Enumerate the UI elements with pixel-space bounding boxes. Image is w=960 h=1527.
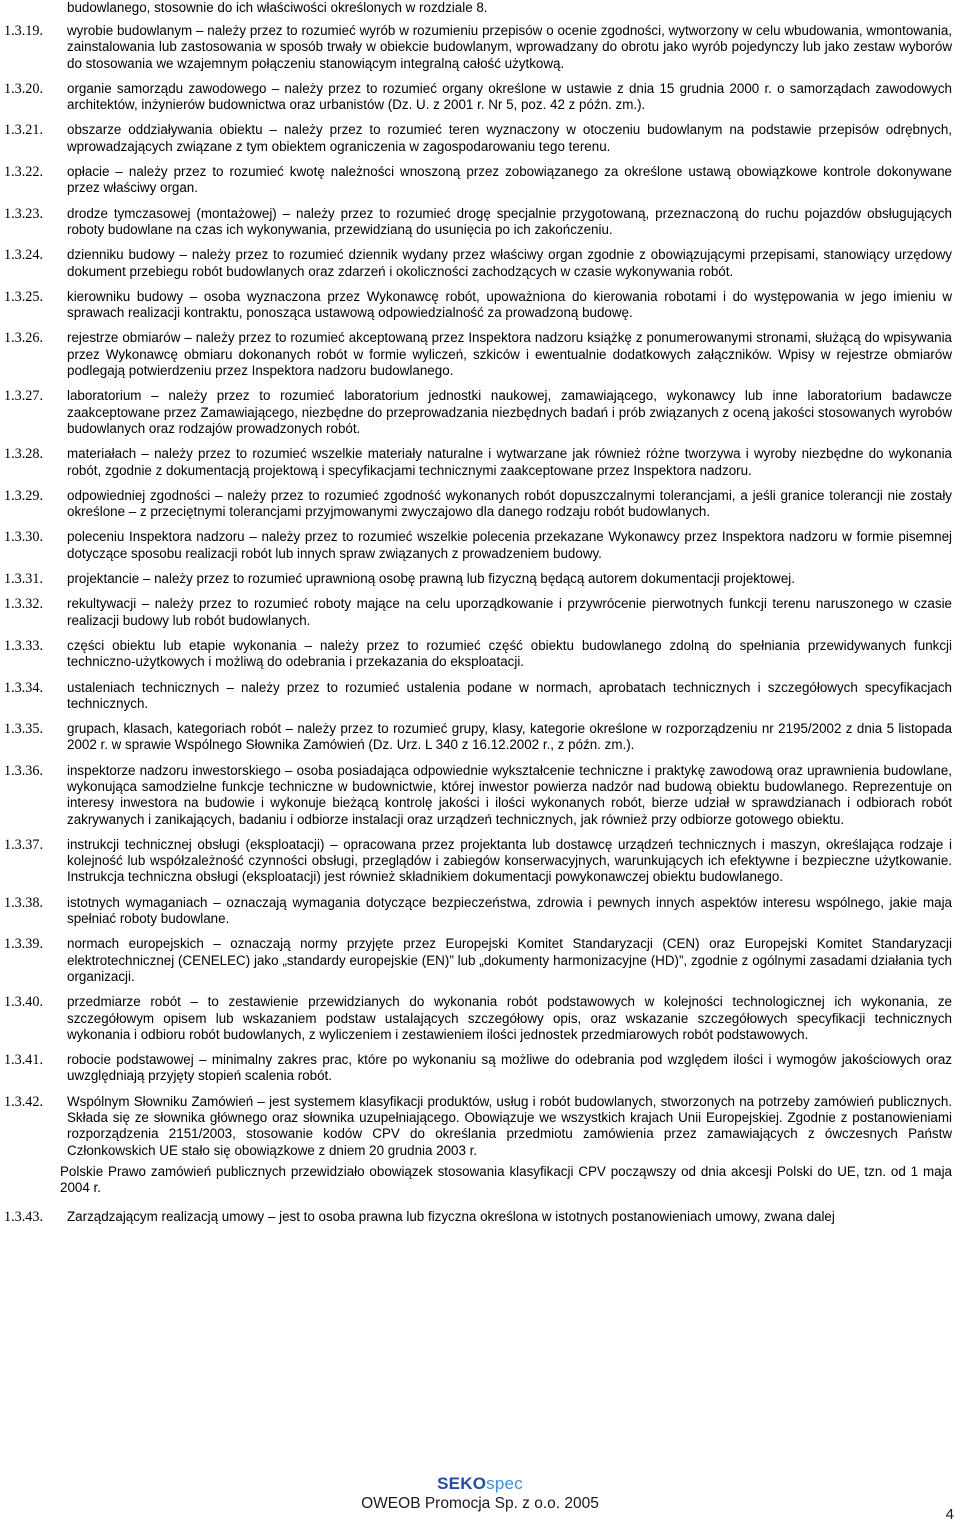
definition-number: 1.3.23.	[4, 205, 44, 222]
definition-number: 1.3.24.	[4, 247, 44, 264]
definition-text: instrukcji technicznej obsługi (eksploatacji) – opracowana przez projektanta lub dostawcę urządzeń technicznych i maszyn, określająca rodzaje i kolejność lub współzależność czynności obsługi, przeglądów i zabiegów konserwacyjnych, warunkujących ich efektywne i bezpieczne użytkowanie. Instrukcja techniczna obsługi (eksploatacji) jest również składnikiem dokumentacji powykonawczej obiektu budowlanego.	[67, 836, 952, 885]
definition-number: 1.3.21.	[4, 122, 44, 139]
definition-text: opłacie – należy przez to rozumieć kwotę należności wnoszoną przez zobowiązanego za określone ustawą obowiązkowe kontrole dokonywane przez właściwy organ.	[67, 164, 952, 196]
definition-item	[0, 895, 960, 928]
definition-item	[0, 488, 960, 521]
definition-number: 1.3.33.	[4, 637, 44, 654]
definition-number: 1.3.35.	[4, 721, 44, 738]
definition-item	[0, 1052, 960, 1085]
logo-part-spec: spec	[486, 1474, 523, 1493]
definition-item	[0, 529, 960, 562]
definition-number: 1.3.27.	[4, 388, 44, 405]
definition-text: dzienniku budowy – należy przez to rozumieć dziennik wydany przez właściwy organ zgodnie z obowiązującymi przepisami, stanowiący urzędowy dokument przebiegu robót budowlanych oraz zdarzeń i okoliczności zachodzących w czasie wykonywania robót.	[67, 247, 952, 279]
definition-number: 1.3.43.	[4, 1208, 44, 1225]
continued-paragraph: budowlanego, stosownie do ich właściwości określonych w rozdziale 8.	[67, 0, 488, 15]
definition-number: 1.3.39.	[4, 936, 44, 953]
definition-text: Wspólnym Słowniku Zamówień – jest systemem klasyfikacji produktów, usług i robót budowlanych, stworzonych na potrzeby zamówień publicznych. Składa się ze słownika głównego oraz słownika uzupełniającego. Obowiązuje we wszystkich krajach Unii Europejskiej. Zgodnie z postanowieniami rozporządzenia 2151/2003, stosowanie kodów CPV do określania przedmiotu zamówienia przez zamawiających z ówczesnych Państw Członkowskich UE stało się obowiązkowe z dniem 20 grudnia 2003 r.	[67, 1093, 952, 1158]
definition-number: 1.3.42.	[4, 1093, 44, 1110]
note-paragraph: Polskie Prawo zamówień publicznych przewidziało obowiązek stosowania klasyfikacji CPV począwszy od dnia akcesji Polski do UE, tzn. od 1 maja 2004 r.	[60, 1163, 952, 1196]
definition-number: 1.3.25.	[4, 288, 44, 305]
definition-item	[0, 23, 960, 72]
definition-item	[0, 721, 960, 754]
definition-text: kierowniku budowy – osoba wyznaczona przez Wykonawcę robót, upoważniona do kierowania robotami i do występowania w jego imieniu w sprawach realizacji kontraktu, ponosząca ustawową odpowiedzialność za prowadzoną budowę.	[67, 288, 952, 321]
definition-number: 1.3.26.	[4, 330, 44, 347]
definition-text: organie samorządu zawodowego – należy przez to rozumieć organy określone w ustawie z dnia 15 grudnia 2000 r. o samorządach zawodowych architektów, inżynierów budownictwa oraz urbanistów (Dz. U. z 2001 r. Nr 5, poz. 42 z późn. zm.).	[67, 80, 952, 113]
definition-number: 1.3.37.	[4, 836, 44, 853]
definition-number: 1.3.19.	[4, 23, 44, 39]
definition-item	[0, 571, 960, 587]
definition-text: rekultywacji – należy przez to rozumieć roboty mające na celu uporządkowanie i przywrócenie pierwotnych funkcji terenu naruszonego w czasie realizacji budowy lub robót budowlanych.	[67, 596, 952, 628]
definition-item	[0, 164, 960, 197]
page-footer	[0, 1474, 960, 1513]
definition-text: rejestrze obmiarów – należy przez to rozumieć akceptowaną przez Inspektora nadzoru książkę z ponumerowanymi stronami, służącą do wpisywania przez Wykonawcę obmiaru dokonanych robót w formie wyliczeń, szkiców i ewentualnie dodatkowych załączników. Wpisy w rejestrze obmiarów podlegają potwierdzeniu przez Inspektora nadzoru budowlanego.	[67, 330, 952, 379]
definition-item	[0, 289, 960, 322]
logo-part-seko: SEKO	[437, 1474, 487, 1493]
company-name: OWEOB Promocja Sp. z o.o. 2005	[361, 1495, 599, 1512]
definition-item	[0, 247, 960, 280]
sekospec-logo	[0, 1474, 960, 1494]
definition-item	[0, 446, 960, 479]
definition-item	[0, 596, 960, 629]
definition-text: materiałach – należy przez to rozumieć wszelkie materiały naturalne i wytwarzane jak również różne tworzywa i wyroby niezbędne do wykonania robót, zgodnie z dokumentacją projektową i specyfikacjami technicznymi zaakceptowane przez Inspektora nadzoru.	[67, 446, 952, 478]
definition-item	[0, 994, 960, 1043]
definition-text: normach europejskich – oznaczają normy przyjęte przez Europejski Komitet Standaryzacji (CEN) oraz Europejski Komitet Standaryzacji elektrotechnicznej (CENELEC) jako „standardy europejskie (EN)” lub „dokumenty harmonizacyjne (HD)”, zgodnie z ogólnymi zasadami działania tych organizacji.	[67, 936, 952, 984]
definition-item	[0, 122, 960, 155]
definition-text: wyrobie budowlanym – należy przez to rozumieć wyrób w rozumieniu przepisów o ocenie zgodności, wytworzony w celu wbudowania, wmontowania, zainstalowania lub zastosowania w sposób trwały w obiekcie budowlanym, wprowadzany do obrotu jako wyrób pojedynczy lub jako zestaw wyborów do stosowania we wzajemnym połączeniu stanowiącym integralną całość użytkową.	[67, 23, 952, 71]
definition-number: 1.3.22.	[4, 164, 44, 181]
definition-number: 1.3.31.	[4, 571, 44, 588]
definition-text: drodze tymczasowej (montażowej) – należy przez to rozumieć drogę specjalnie przygotowaną, przeznaczoną do ruchu pojazdów obsługujących roboty budowlane na czas ich wykonywania, przewidzianą do usunięcia po ich zakończeniu.	[67, 205, 952, 237]
definition-number: 1.3.20.	[4, 80, 44, 97]
definition-text: grupach, klasach, kategoriach robót – należy przez to rozumieć grupy, klasy, kategorie określone w rozporządzeniu nr 2195/2002 z dnia 5 listopada 2002 r. w sprawie Wspólnego Słownika Zamówień (Dz. Urz. L 340 z 16.12.2002 r., z późn. zm.).	[67, 721, 952, 753]
definition-text: przedmiarze robót – to zestawienie przewidzianych do wykonania robót podstawowych w kolejności technologicznej ich wykonania, ze szczegółowym opisem lub wskazaniem podstaw ustalających szczegółowy opis, oraz wskazanie szczegółowych specyfikacji technicznych wykonania i odbioru robót budowlanych, z wyliczeniem i zestawieniem ilości jednostek przedmiarowych robót podstawowych.	[67, 994, 952, 1042]
definition-number: 1.3.28.	[4, 446, 44, 463]
definition-number: 1.3.38.	[4, 894, 44, 911]
definition-item	[0, 1209, 960, 1225]
definition-text: inspektorze nadzoru inwestorskiego – osoba posiadająca odpowiednie wykształcenie techniczne i praktykę zawodową oraz uprawnienia budowlane, wykonująca samodzielne funkcje techniczne w budownictwie, której inwestor powierza nadzór nad budową obiektu budowlanego. Reprezentuje on interesy inwestora na budowie i wykonuje bieżącą kontrolę jakości i ilości wykonanych robót, bierze udział w sprawdzianach i odbiorach robót zakrywanych i zanikających, badaniu i odbiorze instalacji oraz urządzeń technicznych, jak również przy odbiorze gotowego obiektu.	[67, 762, 952, 827]
definition-item	[0, 680, 960, 713]
definitions-list	[0, 23, 960, 1225]
definition-item	[0, 763, 960, 828]
definition-text: części obiektu lub etapie wykonania – należy przez to rozumieć część obiektu budowlanego zdolną do spełniania przewidywanych funkcji techniczno-użytkowych i możliwą do odebrania i przekazania do eksploatacji.	[67, 637, 952, 670]
definition-text: istotnych wymaganiach – oznaczają wymagania dotyczące bezpieczeństwa, zdrowia i pewnych innych aspektów interesu wspólnego, jakie maja spełniać roboty budowlane.	[67, 894, 952, 927]
definition-item	[0, 206, 960, 239]
definition-number: 1.3.36.	[4, 762, 44, 779]
definition-item	[0, 81, 960, 114]
page-number: 4	[945, 1506, 954, 1523]
definition-text: robocie podstawowej – minimalny zakres prac, które po wykonaniu są możliwe do odebrania pod względem ilości i wymogów jakościowych oraz uwzględniają przyjęty stopień scalenia robót.	[67, 1052, 952, 1084]
definition-text: poleceniu Inspektora nadzoru – należy przez to rozumieć wszelkie polecenia przekazane Wykonawcy przez Inspektora nadzoru w formie pisemnej dotyczące sposobu realizacji robót lub innych spraw związanych z prowadzeniem budowy.	[67, 529, 952, 561]
definition-text: obszarze oddziaływania obiektu – należy przez to rozumieć teren wyznaczony w otoczeniu budowlanym na podstawie przepisów odrębnych, wprowadzających związane z tym obiektem ograniczenia w zagospodarowaniu tego terenu.	[67, 122, 952, 154]
definition-text: odpowiedniej zgodności – należy przez to rozumieć zgodność wykonanych robót dopuszczalnymi tolerancjami, a jeśli granice tolerancji nie zostały określone – z przeciętnymi tolerancjami przyjmowanymi zwyczajowo dla danego rodzaju robót budowlanych.	[67, 487, 952, 520]
definition-text: ustaleniach technicznych – należy przez to rozumieć ustalenia podane w normach, aprobatach technicznych i szczegółowych specyfikacjach technicznych.	[67, 679, 952, 711]
definition-number: 1.3.29.	[4, 487, 44, 504]
definition-item	[0, 936, 960, 985]
definition-number: 1.3.34.	[4, 679, 44, 696]
definition-number: 1.3.41.	[4, 1052, 44, 1069]
definition-number: 1.3.32.	[4, 596, 44, 613]
definition-item	[0, 837, 960, 886]
definition-item	[0, 638, 960, 671]
definition-number: 1.3.40.	[4, 994, 44, 1011]
definition-text: laboratorium – należy przez to rozumieć laboratorium jednostki naukowej, zamawiającego, wykonawcy lub inne laboratorium badawcze zaakceptowane przez Zamawiającego, niezbędne do przeprowadzania niezbędnych badań i prób związanych z oceną jakości stosowanych wyrobów budowlanych oraz rodzajów prowadzonych robót.	[67, 388, 952, 436]
definition-item	[0, 388, 960, 437]
definition-item	[0, 1094, 960, 1159]
definition-text: projektancie – należy przez to rozumieć uprawnioną osobę prawną lub fizyczną będącą autorem dokumentacji projektowej.	[67, 571, 795, 587]
definition-item	[0, 330, 960, 379]
definition-number: 1.3.30.	[4, 529, 44, 546]
definition-text: Zarządzającym realizacją umowy – jest to osoba prawna lub fizyczna określona w istotnych postanowieniach umowy, zwana dalej	[67, 1208, 835, 1224]
